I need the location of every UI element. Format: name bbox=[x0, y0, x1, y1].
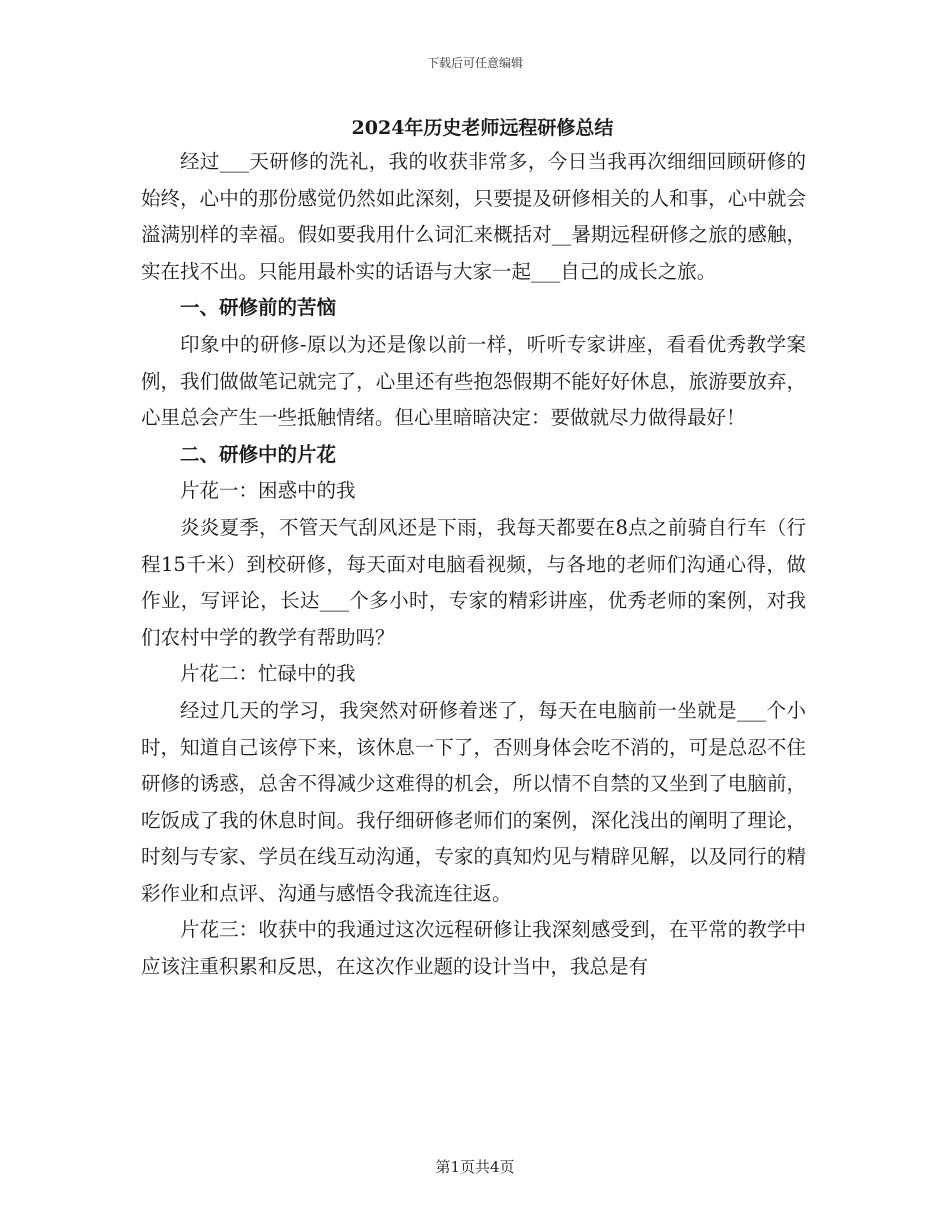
paragraph-intro: 经过___天研修的洗礼，我的收获非常多，今日当我再次细细回顾研修的始终，心中的那份感觉仍然如此深刻，只要提及研修相关的人和事，心中就会溢满别样的幸福。假如要我用什么词汇来概括对__暑期远程研修之旅的感触，实在找不出。只能用最朴实的话语与大家一起___自己的成长之旅。 bbox=[141, 150, 806, 283]
section-heading-2: 二、研修中的片花 bbox=[180, 442, 337, 466]
subheading-episode-1: 片花一：困惑中的我 bbox=[180, 479, 356, 503]
paragraph-episode-3: 片花三：收获中的我通过这次远程研修让我深刻感受到，在平常的教学中应该注重积累和反思，在这次作业题的设计当中，我总是有 bbox=[141, 918, 806, 979]
section-heading-1: 一、研修前的苦恼 bbox=[180, 296, 337, 320]
paragraph-before-training: 印象中的研修-原以为还是像以前一样，听听专家讲座，看看优秀教学案例，我们做做笔记就完了，心里还有些抱怨假期不能好好休息，旅游要放弃，心里总会产生一些抵触情绪。但心里暗暗决定：要做就尽力做得最好！ bbox=[141, 332, 806, 430]
paragraph-episode-1: 炎炎夏季，不管天气刮风还是下雨，我每天都要在8点之前骑自行车（行程15千米）到校研修，每天面对电脑看视频，与各地的老师们沟通心得，做作业，写评论，长达___个多小时，专家的精彩讲座，优秀老师的案例，对我们农村中学的教学有帮助吗？ bbox=[141, 515, 806, 649]
document-title: 2024年历史老师远程研修总结 bbox=[351, 117, 614, 139]
header-note: 下载后可任意编辑 bbox=[426, 56, 523, 70]
paragraph-episode-2: 经过几天的学习，我突然对研修着迷了，每天在电脑前一坐就是___个小时，知道自己该停下来，该休息一下了，否则身体会吃不消的，可是总忍不住研修的诱惑，总舍不得减少这难得的机会，所以情不自禁的又坐到了电脑前，吃饭成了我的休息时间。我仔细研修老师们的案例，深化浅出的阐明了理论，时刻与专家、学员在线互动沟通，专家的真知灼见与精辟见解，以及同行的精彩作业和点评、沟通与感悟令我流连往返。 bbox=[141, 698, 806, 905]
page-footer: 第1页共4页 bbox=[435, 1158, 515, 1176]
subheading-episode-2: 片花二：忙碌中的我 bbox=[180, 662, 356, 686]
document-body bbox=[141, 112, 806, 986]
